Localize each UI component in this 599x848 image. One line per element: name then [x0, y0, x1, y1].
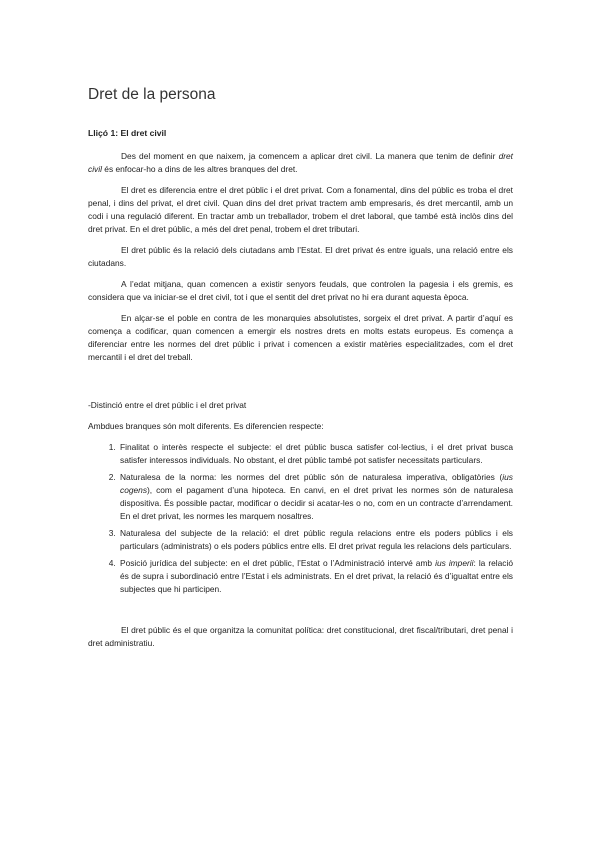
paragraph: El dret públic és la relació dels ciutadans amb l’Estat. El dret privat és entre iguals, una relació entre els ciutadans. — [88, 245, 513, 268]
italic-term: ius imperii — [435, 558, 474, 568]
text-span: és enfocar-ho a dins de les altres branques del dret. — [101, 164, 298, 174]
paragraph-intro — [88, 150, 513, 176]
paragraph: El dret es diferencia entre el dret públic i el dret privat. Com a fonamental, dins del públic es troba el dret penal, i dins del privat, el dret civil. Quan dins del dret privat tractem amb empresaris, és dret mercantil, amb un codi i una regulació diferent. En tractar amb un treballador, trobem el dret laboral, que també està inclòs dins del dret privat. En el dret públic, a més del dret penal, trobem el dret tributari. — [88, 185, 513, 234]
list-item — [118, 557, 513, 596]
differences-list — [88, 441, 513, 596]
list-item — [118, 441, 513, 467]
text-span: Naturalesa del subjecte de la relació: el dret públic regula relacions entre els poders públics i els particulars (administrats) o els poders públics entre ells. El dret privat regula les relacions dels particulars. — [120, 528, 513, 551]
document-body — [88, 150, 513, 658]
document-title: Dret de la persona — [88, 86, 216, 103]
closing-paragraph: El dret públic és el que organitza la comunitat política: dret constitucional, dret fiscal/tributari, dret penal i dret administratiu. — [88, 625, 513, 648]
text-span: Finalitat o interès respecte el subjecte: el dret públic busca satisfer col·lectius, i el dret privat busca satisfer interessos individuals. No obstant, el dret públic també pot satisfer necessitats particulars. — [120, 442, 513, 465]
section-subheading: -Distinció entre el dret públic i el dret privat — [88, 400, 247, 410]
list-item — [118, 527, 513, 553]
text-span: Naturalesa de la norma: les normes del dret públic són de naturalesa imperativa, obligatòries ( — [120, 472, 503, 482]
text-span: ), com el pagament d’una hipoteca. En canvi, en el dret privat les normes són de naturalesa dispositiva. És possible pactar, modificar o decidir si acatar-les o no, com en un contracte d’arrendament. En el dret privat, les normes les marquem nosaltres. — [120, 485, 513, 521]
list-intro: Ambdues branques són molt diferents. Es diferencien respecte: — [88, 421, 324, 431]
italic-term: ius cogens — [120, 472, 513, 495]
paragraph: A l’edat mitjana, quan comencen a existir senyors feudals, que controlen la pagesia i els gremis, es considera que va iniciar-se el dret civil, tot i que el sentit del dret privat no hi era durant aquesta època. — [88, 279, 513, 302]
lesson-heading: Lliçó 1: El dret civil — [88, 128, 167, 138]
text-span: : la relació és de supra i subordinació entre l’Estat i els administrats. En el dret privat, la relació és d’igualtat entre els subjectes que hi participen. — [120, 558, 514, 594]
italic-term: dret civil — [88, 151, 513, 174]
paragraph: En alçar-se el poble en contra de les monarquies absolutistes, sorgeix el dret privat. A partir d’aquí es comença a codificar, quan comencen a emergir els nostres drets en molts estats europeus. Es comença a diferenciar entre les normes del dret públic i privat i comencen a existir matèries especialitzades, com el dret mercantil i el dret del treball. — [88, 313, 513, 362]
text-span: Posició jurídica del subjecte: en el dret públic, l’Estat o l’Administració intervé amb — [120, 558, 436, 568]
list-item — [118, 471, 513, 523]
text-span: Des del moment en que naixem, ja comencem a aplicar dret civil. La manera que tenim de definir — [121, 151, 499, 161]
